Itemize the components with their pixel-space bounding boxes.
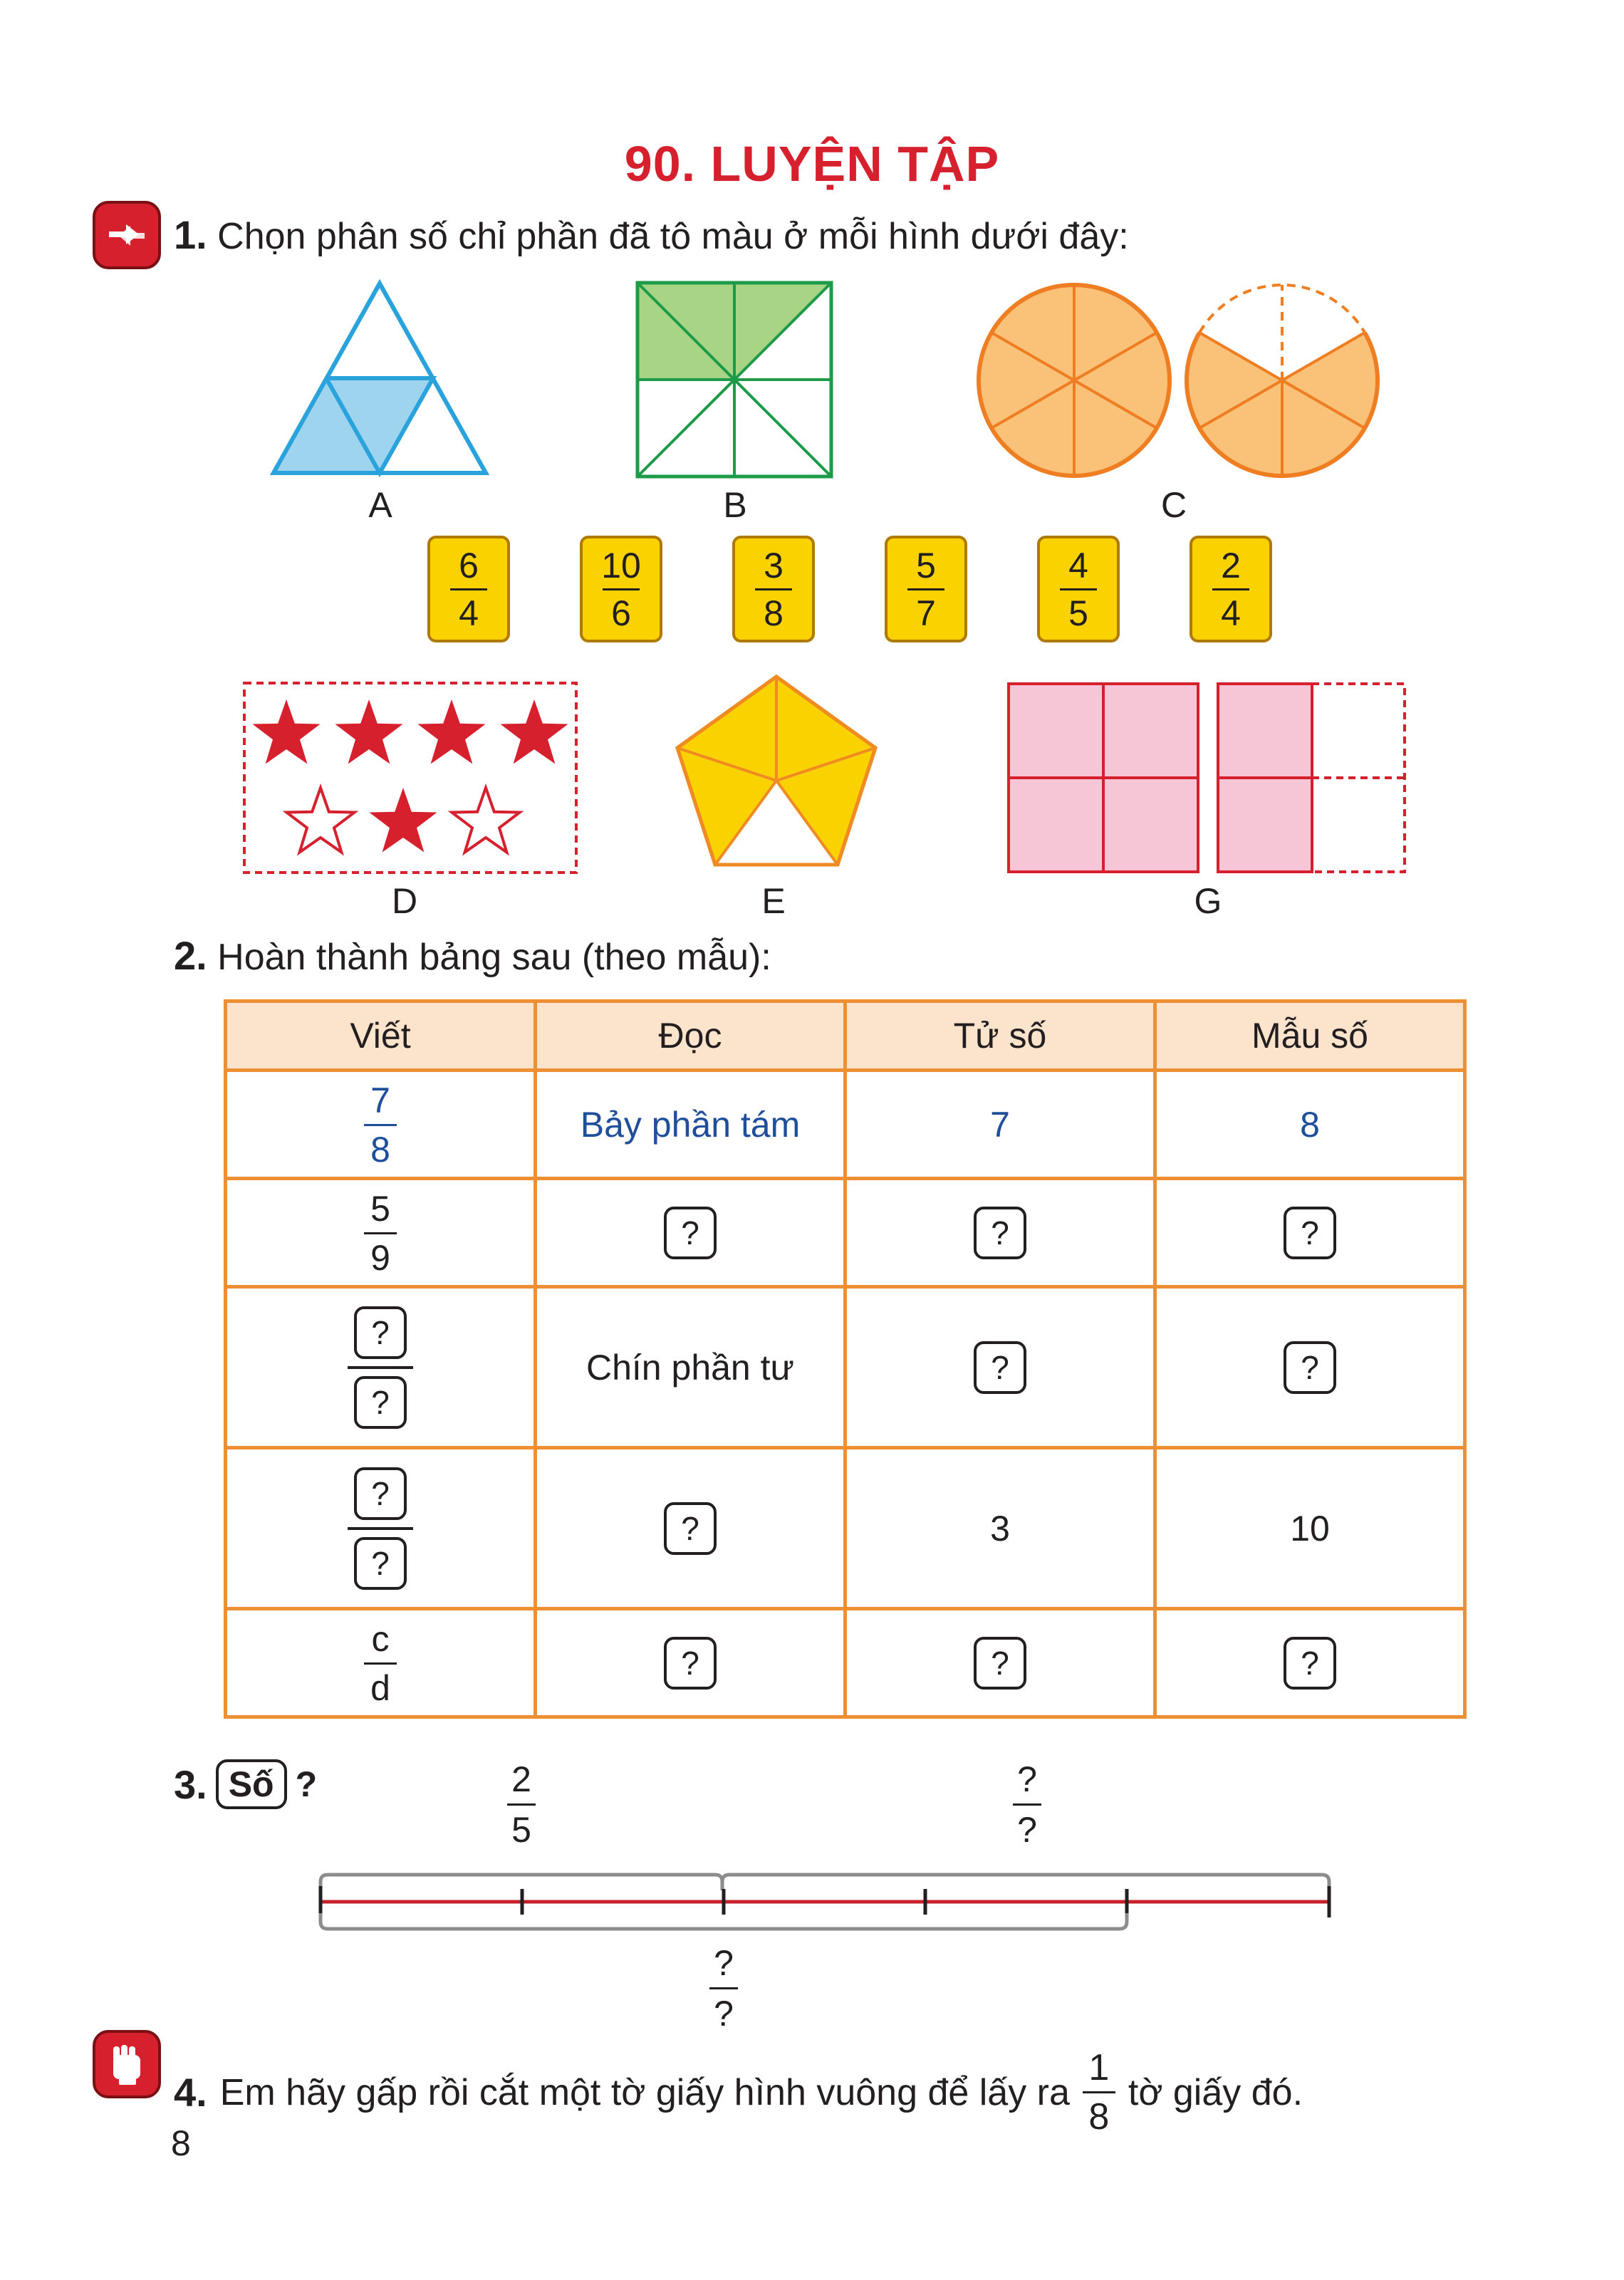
option-den: 6 <box>611 593 631 633</box>
cell-numerator <box>845 1609 1155 1717</box>
cell-write <box>226 1609 536 1717</box>
fraction-num: 2 <box>511 1759 531 1799</box>
table-header-row <box>226 1001 1465 1071</box>
fraction-bar <box>507 1803 536 1806</box>
shape-b-square <box>635 281 833 479</box>
table-row <box>226 1071 1465 1179</box>
cell-numerator <box>845 1179 1155 1287</box>
cell-read <box>536 1448 845 1609</box>
shape-e-pentagon <box>674 672 879 869</box>
number-line <box>306 1860 1339 1943</box>
table-row <box>226 1609 1465 1717</box>
answer-box[interactable]: ? <box>974 1637 1026 1690</box>
cell-read: Chín phần tư <box>536 1287 845 1448</box>
fraction-den: 8 <box>370 1130 390 1170</box>
cell-denominator <box>1155 1609 1465 1717</box>
option-num: 3 <box>764 545 784 585</box>
fraction-bar <box>348 1366 413 1369</box>
fraction-bar <box>1212 588 1249 590</box>
cell-read: Bảy phần tám <box>536 1071 845 1179</box>
ex4-text-before: Em hãy gấp rồi cắt một tờ giấy hình vuông để lấy ra <box>219 2071 1070 2113</box>
fraction-num[interactable]: ? <box>1017 1759 1037 1799</box>
bottom-fraction <box>695 1943 752 2034</box>
fraction-bar <box>364 1662 397 1665</box>
fraction-den[interactable]: ? <box>714 1994 734 2034</box>
option-card[interactable] <box>427 536 510 642</box>
fraction-table <box>224 999 1467 1719</box>
option-num: 5 <box>916 545 936 585</box>
option-card[interactable] <box>580 536 662 642</box>
table-row <box>226 1287 1465 1448</box>
fraction-den: 9 <box>370 1238 390 1278</box>
option-den: 8 <box>764 593 784 633</box>
fraction <box>364 1190 397 1277</box>
cell-denominator: 10 <box>1155 1448 1465 1609</box>
ex4-text-after: tờ giấy đó. <box>1128 2071 1303 2113</box>
fraction-bar <box>348 1527 413 1530</box>
ex4-number: 4. <box>174 2069 207 2115</box>
option-num: 2 <box>1221 545 1241 585</box>
cell-numerator <box>845 1287 1155 1448</box>
cell-numerator: 3 <box>845 1448 1155 1609</box>
top-right-fraction <box>999 1759 1056 1850</box>
cell-read <box>536 1609 845 1717</box>
page-number: 8 <box>171 2123 191 2163</box>
ex3-suffix: ? <box>295 1764 318 1804</box>
cell-write <box>226 1287 536 1448</box>
option-den: 4 <box>1221 593 1241 633</box>
cell-numerator: 7 <box>845 1071 1155 1179</box>
ex4-fraction <box>1083 2049 1115 2136</box>
fraction <box>364 1081 397 1169</box>
answer-box[interactable]: ? <box>354 1306 407 1359</box>
fraction-bar <box>364 1232 397 1234</box>
option-card[interactable] <box>1037 536 1120 642</box>
table-row <box>226 1179 1465 1287</box>
option-card[interactable] <box>1190 536 1272 642</box>
answer-box[interactable]: ? <box>1284 1207 1336 1259</box>
answer-box[interactable]: ? <box>974 1207 1026 1259</box>
number-box-label: Số <box>216 1759 287 1809</box>
answer-box[interactable]: ? <box>354 1376 407 1429</box>
ex2-prompt: Hoàn thành bảng sau (theo mẫu): <box>217 937 771 978</box>
top-left-fraction <box>493 1759 550 1850</box>
fraction-boxes <box>348 1467 413 1590</box>
answer-box[interactable]: ? <box>1284 1341 1336 1394</box>
shape-a-triangle <box>269 279 490 479</box>
option-num: 4 <box>1068 545 1088 585</box>
fraction-num: 1 <box>1088 2047 1110 2088</box>
option-den: 4 <box>459 593 479 633</box>
fraction-bar <box>1060 588 1097 590</box>
cell-denominator: 8 <box>1155 1071 1465 1179</box>
ex1-heading <box>174 214 1129 258</box>
fraction-den[interactable]: ? <box>1017 1810 1037 1850</box>
header-denominator: Mẫu số <box>1155 1001 1465 1071</box>
shape-label-d: D <box>391 881 418 921</box>
shape-label-g: G <box>1194 881 1222 921</box>
fraction-bar <box>907 588 944 590</box>
fraction-num[interactable]: ? <box>714 1943 734 1983</box>
cell-denominator <box>1155 1287 1465 1448</box>
cell-write <box>226 1179 536 1287</box>
answer-box[interactable]: ? <box>1284 1637 1336 1690</box>
fraction-bar <box>755 588 792 590</box>
ex3-heading <box>174 1759 317 1809</box>
ex3-number: 3. <box>174 1761 207 1807</box>
option-card[interactable] <box>885 536 967 642</box>
fraction-den: 8 <box>1088 2096 1110 2138</box>
fraction-num: 7 <box>370 1081 390 1120</box>
fraction-bar <box>603 588 640 590</box>
cell-read <box>536 1179 845 1287</box>
answer-box[interactable]: ? <box>664 1502 717 1555</box>
table-row <box>226 1448 1465 1609</box>
hand-arrows-icon <box>93 201 161 269</box>
ex1-prompt: Chọn phân số chỉ phần đã tô màu ở mỗi hình dưới đây: <box>217 216 1129 257</box>
shape-label-b: B <box>723 485 747 525</box>
fist-icon <box>93 2030 161 2098</box>
option-num: 6 <box>459 545 479 585</box>
ex2-number: 2. <box>174 933 207 978</box>
fraction-bar <box>709 1987 738 1989</box>
fraction-num: c <box>371 1619 390 1659</box>
answer-box[interactable]: ? <box>354 1537 407 1590</box>
ex4-heading <box>174 2049 1303 2136</box>
shape-d-stars <box>242 681 578 875</box>
fraction-bar <box>1013 1803 1041 1806</box>
fraction-bar <box>364 1124 397 1126</box>
cell-write <box>226 1071 536 1179</box>
shape-g-rectangles <box>1006 681 1407 875</box>
answer-box[interactable]: ? <box>664 1207 717 1259</box>
fraction <box>364 1620 397 1707</box>
option-card[interactable] <box>732 536 815 642</box>
header-read: Đọc <box>536 1001 845 1071</box>
option-den: 7 <box>916 593 936 633</box>
fraction-bar <box>1083 2091 1115 2093</box>
shape-label-c: C <box>1160 485 1187 525</box>
cell-write <box>226 1448 536 1609</box>
fraction-num: 5 <box>370 1189 390 1229</box>
answer-box[interactable]: ? <box>974 1341 1026 1394</box>
ex2-heading <box>174 935 771 979</box>
option-num: 10 <box>601 545 641 585</box>
ex1-number: 1. <box>174 212 207 257</box>
cell-denominator <box>1155 1179 1465 1287</box>
answer-box[interactable]: ? <box>664 1637 717 1690</box>
fraction-den: 5 <box>511 1810 531 1850</box>
lesson-title: 90. LUYỆN TẬP <box>624 136 1000 192</box>
shape-label-a: A <box>368 485 392 525</box>
shape-label-e: E <box>761 881 786 921</box>
option-den: 5 <box>1068 593 1088 633</box>
fraction-bar <box>450 588 487 590</box>
fraction-den: d <box>370 1668 390 1708</box>
header-numerator: Tử số <box>845 1001 1155 1071</box>
fraction-boxes <box>348 1306 413 1429</box>
header-write: Viết <box>226 1001 536 1071</box>
shape-c-circles <box>974 279 1383 481</box>
answer-box[interactable]: ? <box>354 1467 407 1520</box>
